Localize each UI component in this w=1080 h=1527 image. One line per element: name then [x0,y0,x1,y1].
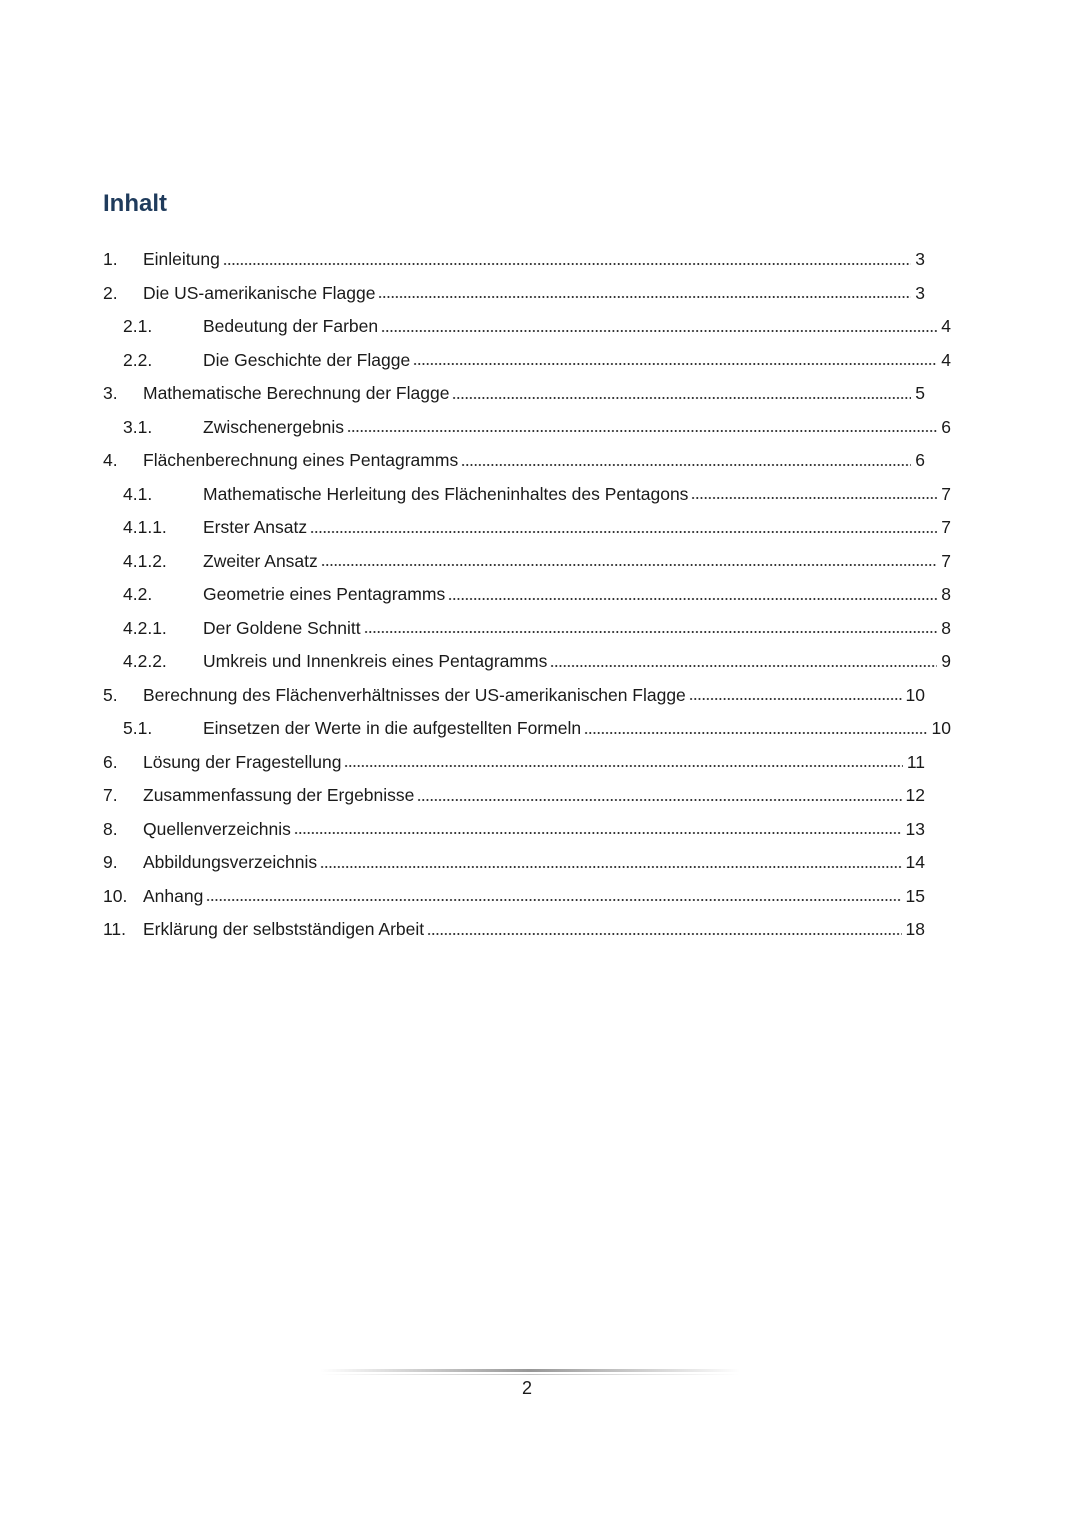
toc-dot-leader [452,396,911,400]
toc-entry-label[interactable]: Geometrie eines Pentagramms [203,584,446,604]
toc-entry-label[interactable]: Erklärung der selbstständigen Arbeit [143,919,425,939]
toc-dot-leader [691,496,937,500]
toc-entry-number: 8. [103,818,118,839]
toc-entry-label[interactable]: Quellenverzeichnis [143,818,291,839]
toc-entry-label[interactable]: Einsetzen der Werte in die aufgestellten Formeln [203,718,582,738]
toc-entry-page: 10 [931,718,951,738]
toc-entry-number: 4.1.1. [123,517,167,537]
toc-entry[interactable] [103,679,925,713]
toc-entry-page: 8 [941,584,951,604]
toc-entry-label[interactable]: Berechnung des Flächenverhältnisses der US-amerikanischen Flagge [143,684,686,705]
toc-dot-leader [584,731,927,735]
toc-dot-leader [364,630,938,634]
toc-entry-label[interactable]: Umkreis und Innenkreis eines Pentagramms [203,651,548,671]
toc-entry[interactable] [103,612,951,646]
toc-entry[interactable] [103,846,925,880]
toc-dot-leader [381,329,937,333]
toc-title: Inhalt [103,190,167,217]
toc-entry-label[interactable]: Zusammenfassung der Ergebnisse [143,785,415,805]
toc-entry-page: 14 [905,852,925,872]
toc-entry-label[interactable]: Anhang [143,885,204,906]
toc-entry-page: 13 [905,818,925,839]
toc-entry-label[interactable]: Flächenberechnung eines Pentagramms [143,450,459,470]
toc-entry[interactable] [103,578,951,612]
toc-entry[interactable] [103,444,925,478]
toc-entry-page: 10 [905,684,925,705]
toc-entry-page: 7 [941,483,951,504]
toc-entry[interactable] [103,813,925,847]
toc-entry-page: 12 [905,785,925,805]
toc-entry-label[interactable]: Zwischenergebnis [203,416,345,437]
toc-entry-number: 3.1. [123,416,153,437]
toc-entry[interactable] [103,344,951,378]
toc-entry-number: 7. [103,785,118,805]
toc-entry-number: 4. [103,450,118,470]
toc-entry-number: 9. [103,852,118,872]
footer-divider [320,1369,740,1372]
toc-dot-leader [427,932,901,936]
toc-entry-page: 5 [915,383,925,403]
table-of-contents [103,243,953,947]
toc-entry-label[interactable]: Die Geschichte der Flagge [203,349,411,370]
toc-entry-label[interactable]: Mathematische Herleitung des Flächeninhaltes des Pentagons [203,483,689,504]
toc-entry[interactable] [103,310,951,344]
toc-dot-leader [550,664,937,668]
toc-entry[interactable] [103,880,925,914]
toc-entry-number: 11. [103,919,127,939]
toc-entry-label[interactable]: Zweiter Ansatz [203,550,318,571]
toc-entry-number: 2. [103,282,118,303]
toc-entry[interactable] [103,411,951,445]
toc-entry-page: 3 [915,282,925,303]
toc-entry-page: 7 [941,550,951,571]
toc-dot-leader [347,429,937,433]
toc-entry-page: 4 [941,316,951,336]
toc-dot-leader [378,295,911,299]
toc-entry-page: 7 [941,517,951,537]
toc-entry-number: 4.2. [123,584,153,604]
toc-entry[interactable] [103,545,951,579]
toc-entry-label[interactable]: Die US-amerikanische Flagge [143,282,376,303]
toc-dot-leader [294,831,902,835]
toc-entry-label[interactable]: Der Goldene Schnitt [203,617,361,638]
toc-dot-leader [321,563,937,567]
toc-dot-leader [461,463,911,467]
toc-entry-number: 2.2. [123,349,153,370]
toc-entry-number: 4.2.1. [123,617,167,638]
toc-entry-page: 3 [915,249,925,269]
page-number: 2 [521,1378,532,1398]
toc-entry-label[interactable]: Mathematische Berechnung der Flagge [143,383,450,403]
toc-entry-label[interactable]: Erster Ansatz [203,517,308,537]
toc-entry-number: 4.1. [123,483,153,504]
toc-entry[interactable] [103,779,925,813]
toc-dot-leader [413,362,937,366]
toc-entry-label[interactable]: Einleitung [143,249,220,269]
toc-entry-label[interactable]: Abbildungsverzeichnis [143,852,318,872]
toc-entry-number: 3. [103,383,118,403]
toc-entry-label[interactable]: Lösung der Fragestellung [143,751,342,772]
toc-entry-page: 18 [905,919,925,939]
toc-entry-number: 4.1.2. [123,550,167,571]
toc-entry-page: 9 [941,651,951,671]
toc-entry[interactable] [103,243,925,277]
toc-entry-page: 4 [941,349,951,370]
toc-entry[interactable] [103,277,925,311]
toc-entry[interactable] [103,478,951,512]
toc-dot-leader [320,865,901,869]
toc-entry[interactable] [103,746,925,780]
toc-entry[interactable] [103,712,951,746]
toc-entry-page: 6 [941,416,951,437]
toc-entry[interactable] [103,377,925,411]
toc-entry-number: 10. [103,885,128,906]
toc-entry-number: 5. [103,684,118,705]
toc-entry-page: 6 [915,450,925,470]
toc-dot-leader [223,262,911,266]
toc-entry-label[interactable]: Bedeutung der Farben [203,316,379,336]
toc-dot-leader [689,697,902,701]
toc-entry-number: 2.1. [123,316,153,336]
toc-dot-leader [206,898,901,902]
footer-divider-shadow [320,1374,740,1375]
toc-dot-leader [310,530,937,534]
toc-dot-leader [344,764,902,768]
toc-entry[interactable] [103,645,951,679]
toc-dot-leader [417,798,901,802]
toc-entry-number: 4.2.2. [123,651,167,671]
toc-entry-number: 6. [103,751,118,772]
toc-entry-number: 5.1. [123,718,153,738]
toc-entry[interactable] [103,511,951,545]
toc-entry[interactable] [103,913,925,947]
toc-entry-page: 11 [906,751,925,772]
toc-entry-page: 8 [941,617,951,638]
toc-entry-page: 15 [905,885,925,906]
toc-entry-number: 1. [103,249,118,269]
toc-dot-leader [448,597,937,601]
